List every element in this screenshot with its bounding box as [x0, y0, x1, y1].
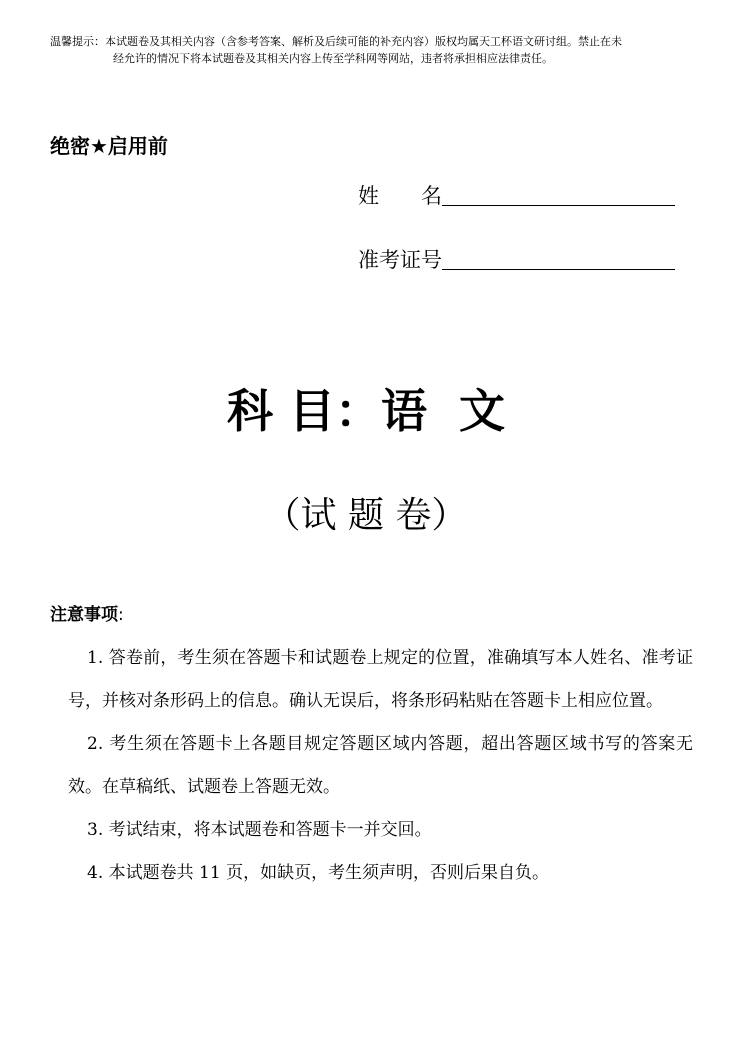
notes-item: 4. 本试题卷共 11 页，如缺页，考生须声明，否则后果自负。 [87, 863, 550, 883]
notes-item: 1. 答卷前，考生须在答题卡和试题卷上规定的位置，准确填写本人姓名、准考证号，并核对条形码上的信息。确认无误后，将条形码粘贴在答题卡上相应位置。 [68, 648, 693, 711]
exam-id-underline[interactable] [442, 268, 675, 270]
exam-id-label: 准考证号 [358, 248, 442, 272]
name-label: 姓 名 [358, 184, 442, 208]
notes-title-text: 注意事项 [50, 605, 118, 625]
exam-id-field[interactable] [358, 244, 675, 274]
copyright-notice-line2: 经允许的情况下将本试题卷及其相关内容上传至学科网等网站，违者将承担相应法律责任。 [113, 52, 553, 65]
subject-title: 科 目：语 文 [226, 384, 506, 438]
name-field[interactable] [358, 180, 675, 210]
notes-list [68, 637, 693, 895]
notes-title [50, 600, 124, 625]
notes-item: 2. 考生须在答题卡上各题目规定答题区域内答题，超出答题区域书写的答案无效。在草稿纸、试题卷上答题无效。 [68, 734, 693, 797]
name-underline[interactable] [442, 204, 675, 206]
notes-title-colon: : [118, 605, 124, 625]
copyright-notice [50, 33, 690, 67]
notes-item: 3. 考试结束，将本试题卷和答题卡一并交回。 [87, 820, 432, 840]
paper-type: （试 题 卷） [264, 495, 468, 536]
secret-label: 绝密★启用前 [50, 134, 168, 158]
copyright-notice-line1: 温馨提示：本试题卷及其相关内容（含参考答案、解析及后续可能的补充内容）版权均属天工杯语文研讨组。禁止在未 [50, 35, 622, 48]
